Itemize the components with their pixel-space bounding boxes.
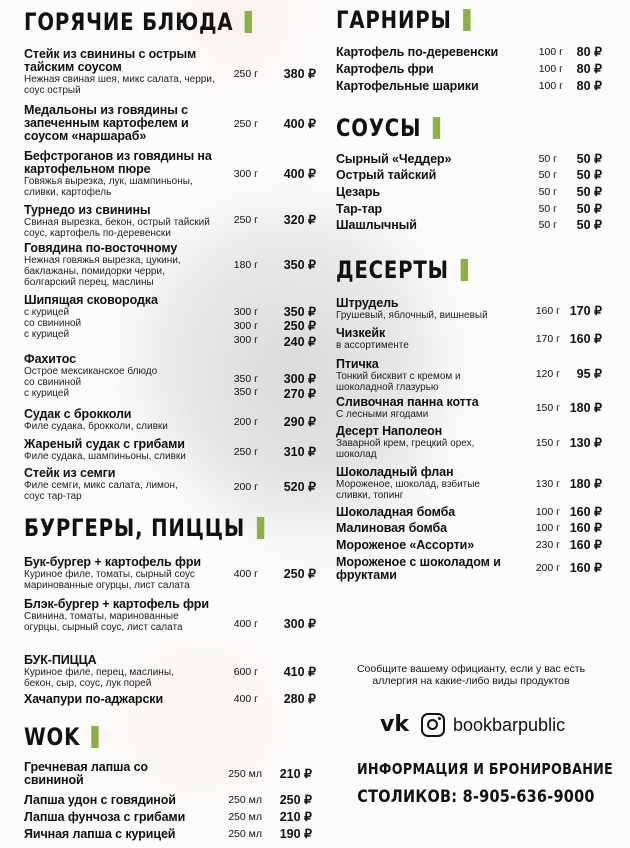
menu-item bbox=[336, 80, 616, 93]
item-price: 290 ₽ bbox=[283, 415, 316, 429]
item-qty: 160 г bbox=[535, 305, 560, 317]
item-desc: Тонкий бисквит с кремом и шоколадной глазурью bbox=[336, 371, 461, 393]
item-qty: 250 г bbox=[233, 214, 258, 226]
vk-icon[interactable]: vk bbox=[380, 712, 409, 737]
menu-item bbox=[336, 358, 616, 393]
item-name: Картофель фри bbox=[336, 62, 434, 76]
item-qty: 120 г bbox=[535, 368, 560, 380]
item-desc: Куриное филе, томаты, сырный соус маринованные огурцы, лист салата bbox=[24, 569, 195, 591]
item-qty: 50 г bbox=[538, 153, 557, 165]
menu-item bbox=[24, 467, 316, 502]
item-name: Сырный «Чеддер» bbox=[336, 152, 452, 166]
item-name: Шипящая сковородка bbox=[24, 293, 158, 307]
item-qty: 400 г bbox=[233, 568, 258, 580]
menu-item bbox=[24, 761, 316, 787]
item-name: Медальоны из говядины с запеченным картофелем и соусом «наршараб» bbox=[24, 103, 189, 143]
item-price: 300 ₽ bbox=[283, 617, 316, 631]
item-name: Бефстроганов из говядины на картофельном пюре bbox=[24, 149, 212, 176]
item-name: Яичная лапша с курицей bbox=[24, 827, 176, 841]
item-desc: в ассортименте bbox=[336, 340, 409, 351]
item-qty: 300 г bbox=[233, 334, 258, 346]
item-qty: 250 мл bbox=[228, 828, 262, 840]
item-qty: 250 мл bbox=[228, 768, 262, 780]
item-price: 410 ₽ bbox=[283, 665, 316, 679]
item-name: Чизкейк bbox=[336, 326, 386, 340]
accent-bar bbox=[463, 9, 470, 31]
item-name: Судак с брокколи bbox=[24, 407, 132, 421]
item-price: 180 ₽ bbox=[569, 477, 602, 491]
item-price: 160 ₽ bbox=[569, 332, 602, 346]
item-name: Лапша фунчоза с грибами bbox=[24, 810, 186, 824]
menu-item bbox=[24, 438, 316, 462]
item-price: 320 ₽ bbox=[283, 213, 316, 227]
section-title-sauces: СОУСЫ bbox=[336, 114, 440, 142]
accent-bar bbox=[433, 117, 440, 139]
menu-item bbox=[24, 48, 316, 96]
info-line-1: ИНФОРМАЦИЯ И БРОНИРОВАНИЕ bbox=[357, 760, 614, 778]
item-price: 400 ₽ bbox=[283, 117, 316, 131]
menu-item bbox=[24, 293, 316, 349]
item-price: 80 ₽ bbox=[576, 45, 602, 59]
item-name: Стейк из семги bbox=[24, 466, 116, 480]
item-qty: 150 г bbox=[535, 437, 560, 449]
accent-bar bbox=[245, 11, 252, 33]
menu-item bbox=[336, 219, 616, 232]
info-line-2: СТОЛИКОВ: 8-905-636-9000 bbox=[357, 787, 595, 807]
item-qty: 150 г bbox=[535, 402, 560, 414]
menu-item bbox=[336, 425, 616, 460]
item-qty: 400 г bbox=[233, 618, 258, 630]
section-title-wok: WOK bbox=[24, 723, 99, 751]
menu-item bbox=[336, 203, 616, 216]
item-name: Шоколадный флан bbox=[336, 465, 454, 479]
item-price: 380 ₽ bbox=[283, 67, 316, 81]
item-desc: Нежная свиная шея, микс салата, черри, соус острый bbox=[24, 74, 215, 96]
item-price: 130 ₽ bbox=[569, 436, 602, 450]
item-qty: 100 г bbox=[535, 506, 560, 518]
menu-item bbox=[24, 828, 316, 841]
item-desc: Грушевый, яблочный, вишневый bbox=[336, 310, 488, 321]
menu-item bbox=[24, 104, 316, 143]
item-price: 80 ₽ bbox=[576, 79, 602, 93]
item-price: 350 ₽ bbox=[283, 305, 316, 319]
item-name: Птичка bbox=[336, 357, 379, 371]
item-desc: Филе семги, микс салата, лимон, соус тар-тар bbox=[24, 480, 178, 502]
item-price: 50 ₽ bbox=[576, 218, 602, 232]
item-desc: Свинина, томаты, маринованные огурцы, сырный соус, лист салата bbox=[24, 611, 183, 633]
menu-item bbox=[336, 522, 616, 535]
item-price: 50 ₽ bbox=[576, 185, 602, 199]
section-title-hot: ГОРЯЧИЕ БЛЮДА bbox=[24, 8, 252, 36]
menu-item bbox=[24, 556, 316, 591]
item-price: 160 ₽ bbox=[569, 521, 602, 535]
item-qty: 250 мл bbox=[228, 794, 262, 806]
item-name: Турнедо из свинины bbox=[24, 203, 151, 217]
menu-item bbox=[336, 186, 616, 199]
menu-item bbox=[336, 297, 616, 321]
item-name: Картофель по-деревенски bbox=[336, 45, 499, 59]
item-qty: 250 г bbox=[233, 446, 258, 458]
item-qty: 400 г bbox=[233, 693, 258, 705]
item-price: 300 ₽ bbox=[283, 372, 316, 386]
menu-item bbox=[336, 63, 616, 76]
item-price: 250 ₽ bbox=[279, 793, 312, 807]
item-price: 160 ₽ bbox=[569, 561, 602, 575]
menu-item bbox=[336, 539, 616, 552]
item-desc: с курицей bbox=[24, 307, 70, 318]
item-desc: со свининой bbox=[24, 377, 82, 388]
item-name: БУК-ПИЦЦА bbox=[24, 653, 97, 667]
item-qty: 100 г bbox=[538, 46, 563, 58]
item-price: 250 ₽ bbox=[283, 319, 316, 333]
accent-bar bbox=[257, 517, 264, 539]
menu-item bbox=[336, 153, 616, 166]
item-price: 400 ₽ bbox=[283, 167, 316, 181]
item-qty: 200 г bbox=[233, 416, 258, 428]
item-desc: со свининой bbox=[24, 318, 82, 329]
item-price: 80 ₽ bbox=[576, 62, 602, 76]
item-price: 160 ₽ bbox=[569, 538, 602, 552]
item-desc: с курицей bbox=[24, 329, 70, 340]
item-name: Бук-бургер + картофель фри bbox=[24, 555, 201, 569]
menu-item bbox=[24, 598, 316, 633]
item-name: Картофельные шарики bbox=[336, 79, 479, 93]
item-qty: 250 г bbox=[233, 68, 258, 80]
item-name: Фахитос bbox=[24, 352, 76, 366]
item-qty: 350 г bbox=[233, 373, 258, 385]
menu-item bbox=[24, 693, 316, 706]
item-qty: 130 г bbox=[535, 478, 560, 490]
section-title-burgers: БУРГЕРЫ, ПИЦЦЫ bbox=[24, 514, 264, 542]
item-price: 210 ₽ bbox=[279, 810, 312, 824]
item-name: Мороженое с шоколадом и фруктами bbox=[336, 555, 501, 582]
accent-bar bbox=[92, 726, 99, 748]
item-name: Гречневая лапша со свининой bbox=[24, 760, 148, 787]
item-qty: 100 г bbox=[538, 63, 563, 75]
menu-item bbox=[336, 556, 616, 582]
item-price: 180 ₽ bbox=[569, 401, 602, 415]
item-qty: 600 г bbox=[233, 666, 258, 678]
item-name: Сливочная панна котта bbox=[336, 395, 479, 409]
menu-item bbox=[24, 654, 316, 689]
item-name: Шашлычный bbox=[336, 218, 417, 232]
item-name: Говядина по-восточному bbox=[24, 241, 178, 255]
menu-item bbox=[24, 150, 316, 198]
item-price: 310 ₽ bbox=[283, 445, 316, 459]
item-desc: с курицей bbox=[24, 388, 70, 399]
item-price: 50 ₽ bbox=[576, 168, 602, 182]
menu-item bbox=[24, 811, 316, 824]
menu-item bbox=[336, 396, 616, 420]
item-qty: 300 г bbox=[233, 168, 258, 180]
instagram-handle[interactable]: bookbarpublic bbox=[452, 714, 566, 735]
menu-item bbox=[336, 506, 616, 519]
item-qty: 200 г bbox=[535, 562, 560, 574]
item-desc: Говяжья вырезка, лук, шампиньоны, сливки, картофель bbox=[24, 176, 193, 198]
item-desc: Нежная говяжья вырезка, цукини, баклажаны, помидорки черри, болгарский перец, маслины bbox=[24, 255, 181, 288]
item-qty: 50 г bbox=[538, 203, 557, 215]
item-price: 520 ₽ bbox=[283, 480, 316, 494]
menu-item bbox=[24, 353, 316, 399]
item-name: Малиновая бомба bbox=[336, 521, 448, 535]
menu-item bbox=[24, 408, 316, 432]
item-qty: 250 г bbox=[233, 118, 258, 130]
item-qty: 230 г bbox=[535, 539, 560, 551]
item-price: 95 ₽ bbox=[576, 367, 602, 381]
item-qty: 170 г bbox=[535, 333, 560, 345]
item-desc: Филе судака, брокколи, сливки bbox=[24, 421, 168, 432]
item-desc: Острое мексиканское блюдо bbox=[24, 366, 158, 377]
item-price: 240 ₽ bbox=[283, 335, 316, 349]
menu-item bbox=[336, 46, 616, 59]
item-name: Блэк-бургер + картофель фри bbox=[24, 597, 209, 611]
item-price: 280 ₽ bbox=[283, 692, 316, 706]
item-name: Острый тайский bbox=[336, 168, 437, 182]
item-qty: 50 г bbox=[538, 169, 557, 181]
section-title-desserts: ДЕСЕРТЫ bbox=[336, 256, 468, 284]
menu-item bbox=[24, 204, 316, 239]
item-name: Стейк из свинины с острым тайским соусом bbox=[24, 47, 197, 74]
item-desc: Филе судака, шампиньоны, сливки bbox=[24, 451, 186, 462]
section-title-garnish: ГАРНИРЫ bbox=[336, 6, 471, 34]
menu-item bbox=[336, 466, 616, 501]
menu-item bbox=[336, 327, 616, 351]
menu-item bbox=[336, 169, 616, 182]
item-desc: Мороженое, шоколад, взбитые сливки, топинг bbox=[336, 479, 480, 501]
item-desc: Свиная вырезка, бекон, острый тайский соус, картофель по-деревенски bbox=[24, 217, 210, 239]
item-qty: 350 г bbox=[233, 386, 258, 398]
item-name: Жареный судак с грибами bbox=[24, 437, 185, 451]
item-price: 50 ₽ bbox=[576, 152, 602, 166]
item-name: Цезарь bbox=[336, 185, 380, 199]
menu-item bbox=[24, 794, 316, 807]
item-qty: 300 г bbox=[233, 306, 258, 318]
item-price: 210 ₽ bbox=[279, 767, 312, 781]
item-name: Тар-тар bbox=[336, 202, 383, 216]
accent-bar bbox=[460, 259, 467, 281]
item-price: 350 ₽ bbox=[283, 258, 316, 272]
item-price: 50 ₽ bbox=[576, 202, 602, 216]
item-name: Хачапури по-аджарски bbox=[24, 692, 164, 706]
item-qty: 50 г bbox=[538, 219, 557, 231]
item-name: Шоколадная бомба bbox=[336, 505, 456, 519]
item-qty: 100 г bbox=[535, 522, 560, 534]
item-qty: 250 мл bbox=[228, 811, 262, 823]
item-qty: 180 г bbox=[233, 259, 258, 271]
item-price: 190 ₽ bbox=[279, 827, 312, 841]
item-name: Мороженое «Ассорти» bbox=[336, 538, 475, 552]
item-desc: Куриное филе, перец, маслины, бекон, сыр, соус, лук порей bbox=[24, 667, 174, 689]
instagram-icon[interactable] bbox=[421, 713, 445, 737]
menu-item bbox=[24, 242, 316, 288]
item-qty: 200 г bbox=[233, 481, 258, 493]
item-desc: Заварной крем, грецкий орех, шоколад bbox=[336, 438, 475, 460]
item-name: Лапша удон с говядиной bbox=[24, 793, 176, 807]
item-qty: 300 г bbox=[233, 320, 258, 332]
item-qty: 100 г bbox=[538, 80, 563, 92]
item-price: 170 ₽ bbox=[569, 304, 602, 318]
social-links bbox=[380, 713, 565, 737]
item-price: 270 ₽ bbox=[283, 387, 316, 401]
allergy-note: Сообщите вашему официанту, если у вас есть аллергия на какие-либо виды продуктов bbox=[356, 663, 586, 687]
item-price: 250 ₽ bbox=[283, 567, 316, 581]
item-name: Штрудель bbox=[336, 296, 399, 310]
item-desc: С лесными ягодами bbox=[336, 409, 429, 420]
item-qty: 50 г bbox=[538, 186, 557, 198]
item-name: Десерт Наполеон bbox=[336, 424, 443, 438]
item-price: 160 ₽ bbox=[569, 505, 602, 519]
